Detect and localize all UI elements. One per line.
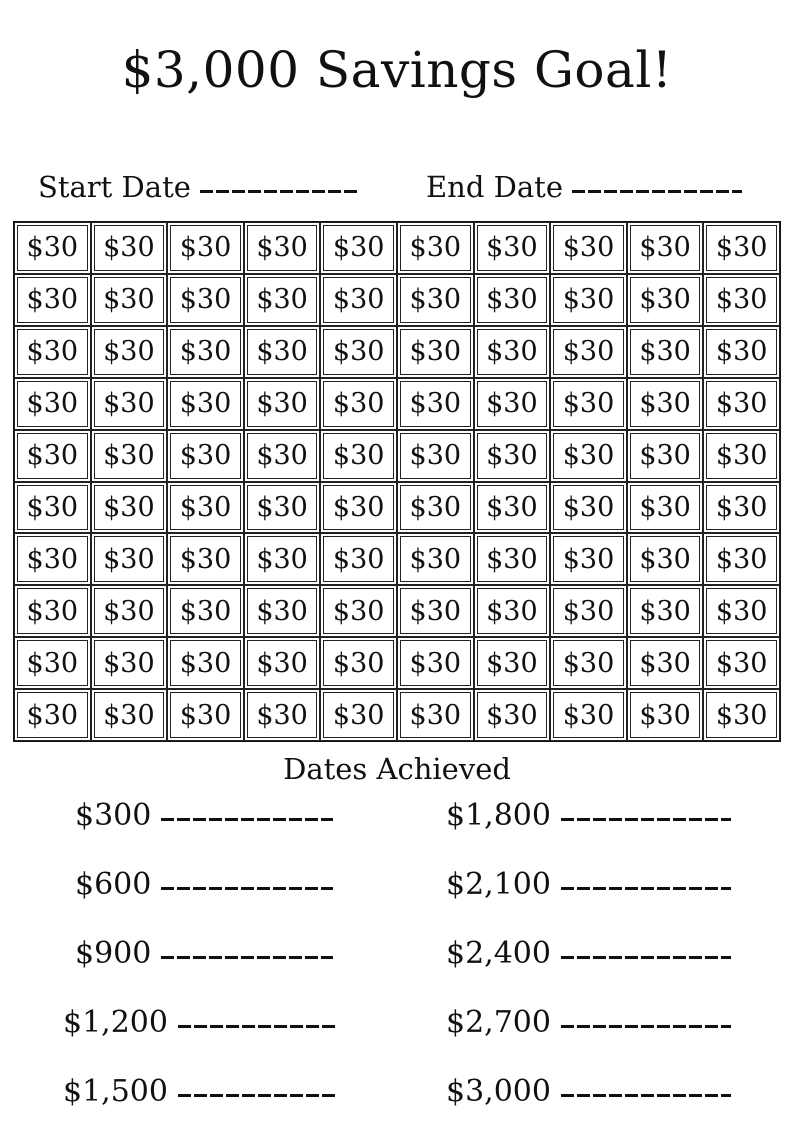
savings-cell[interactable]: $30 — [550, 533, 627, 585]
savings-cell[interactable]: $30 — [627, 637, 704, 689]
milestone-amount: $600 — [75, 867, 152, 902]
milestone-blank-line[interactable] — [161, 887, 333, 890]
savings-cell[interactable]: $30 — [244, 326, 321, 378]
savings-cell[interactable]: $30 — [167, 222, 244, 274]
savings-cell[interactable]: $30 — [244, 430, 321, 482]
savings-cell[interactable]: $30 — [703, 637, 780, 689]
savings-cell[interactable]: $30 — [244, 274, 321, 326]
savings-cell[interactable]: $30 — [320, 222, 397, 274]
savings-cell[interactable]: $30 — [474, 585, 551, 637]
savings-cell[interactable]: $30 — [397, 637, 474, 689]
savings-cell[interactable]: $30 — [397, 689, 474, 741]
savings-cell[interactable]: $30 — [627, 326, 704, 378]
savings-cell[interactable]: $30 — [703, 222, 780, 274]
milestone-blank-line[interactable] — [561, 1025, 731, 1028]
savings-cell[interactable]: $30 — [627, 689, 704, 741]
savings-cell[interactable]: $30 — [167, 689, 244, 741]
savings-cell[interactable]: $30 — [397, 222, 474, 274]
milestone-amount: $2,100 — [446, 867, 551, 902]
milestone-blank-line[interactable] — [561, 818, 731, 821]
savings-cell[interactable]: $30 — [550, 585, 627, 637]
milestone-item[interactable] — [75, 933, 333, 975]
savings-cell[interactable]: $30 — [474, 482, 551, 534]
savings-cell[interactable]: $30 — [397, 533, 474, 585]
milestone-amount: $1,800 — [446, 798, 551, 833]
savings-cell[interactable]: $30 — [397, 378, 474, 430]
end-date-blank-line[interactable] — [572, 190, 742, 193]
milestone-amount: $2,400 — [446, 936, 551, 971]
end-date-field[interactable] — [426, 168, 742, 206]
milestone-amount: $900 — [75, 936, 152, 971]
savings-cell[interactable]: $30 — [627, 533, 704, 585]
savings-cell[interactable]: $30 — [474, 378, 551, 430]
savings-cell[interactable]: $30 — [91, 274, 168, 326]
savings-cell[interactable]: $30 — [474, 637, 551, 689]
savings-cell[interactable]: $30 — [474, 274, 551, 326]
start-date-label: Start Date — [38, 170, 191, 204]
savings-cell[interactable]: $30 — [320, 533, 397, 585]
savings-cell[interactable]: $30 — [244, 689, 321, 741]
milestone-item[interactable] — [63, 1002, 336, 1044]
savings-cell[interactable]: $30 — [550, 222, 627, 274]
savings-cell[interactable]: $30 — [550, 430, 627, 482]
milestone-amount: $1,200 — [63, 1005, 168, 1040]
savings-cell[interactable]: $30 — [627, 482, 704, 534]
savings-cell[interactable]: $30 — [14, 274, 91, 326]
savings-cell[interactable]: $30 — [14, 585, 91, 637]
savings-cell[interactable]: $30 — [91, 533, 168, 585]
milestone-amount: $300 — [75, 798, 152, 833]
milestone-item[interactable] — [446, 933, 731, 975]
savings-cell[interactable]: $30 — [397, 274, 474, 326]
savings-cell[interactable]: $30 — [703, 274, 780, 326]
savings-cell[interactable]: $30 — [91, 430, 168, 482]
savings-cell[interactable]: $30 — [91, 637, 168, 689]
savings-cell[interactable]: $30 — [627, 585, 704, 637]
savings-cell[interactable]: $30 — [320, 274, 397, 326]
start-date-field[interactable] — [38, 168, 360, 206]
savings-cell[interactable]: $30 — [703, 378, 780, 430]
milestone-blank-line[interactable] — [561, 956, 731, 959]
end-date-label: End Date — [426, 170, 563, 204]
savings-cell[interactable]: $30 — [14, 326, 91, 378]
savings-cell[interactable]: $30 — [14, 378, 91, 430]
milestone-item[interactable] — [75, 864, 333, 906]
milestone-blank-line[interactable] — [561, 1094, 731, 1097]
milestone-item[interactable] — [446, 864, 731, 906]
savings-cell[interactable]: $30 — [703, 430, 780, 482]
savings-cell[interactable]: $30 — [244, 533, 321, 585]
savings-cell[interactable]: $30 — [167, 637, 244, 689]
savings-cell[interactable]: $30 — [474, 689, 551, 741]
savings-cell[interactable]: $30 — [167, 274, 244, 326]
savings-cell[interactable]: $30 — [167, 378, 244, 430]
savings-cell[interactable]: $30 — [167, 585, 244, 637]
savings-cell[interactable]: $30 — [14, 222, 91, 274]
milestone-blank-line[interactable] — [161, 818, 333, 821]
savings-cell[interactable]: $30 — [167, 326, 244, 378]
savings-cell[interactable]: $30 — [627, 430, 704, 482]
savings-cell[interactable]: $30 — [474, 222, 551, 274]
milestone-item[interactable] — [446, 795, 731, 837]
savings-cell[interactable]: $30 — [320, 430, 397, 482]
savings-cell[interactable]: $30 — [550, 326, 627, 378]
savings-cell[interactable]: $30 — [91, 326, 168, 378]
dates-achieved-heading: Dates Achieved — [283, 752, 511, 786]
savings-cell[interactable]: $30 — [550, 378, 627, 430]
milestone-item[interactable] — [446, 1002, 731, 1044]
milestone-blank-line[interactable] — [178, 1094, 336, 1097]
savings-cell[interactable]: $30 — [244, 378, 321, 430]
savings-cell[interactable]: $30 — [14, 482, 91, 534]
start-date-blank-line[interactable] — [200, 190, 360, 193]
savings-cell[interactable]: $30 — [320, 689, 397, 741]
milestone-item[interactable] — [63, 1071, 336, 1113]
savings-cell[interactable]: $30 — [244, 637, 321, 689]
savings-cell[interactable]: $30 — [167, 482, 244, 534]
savings-cell[interactable]: $30 — [397, 326, 474, 378]
savings-cell[interactable]: $30 — [627, 222, 704, 274]
savings-cell[interactable]: $30 — [397, 585, 474, 637]
savings-cell[interactable]: $30 — [550, 689, 627, 741]
savings-cell[interactable]: $30 — [397, 430, 474, 482]
savings-cell[interactable]: $30 — [474, 326, 551, 378]
milestone-blank-line[interactable] — [178, 1025, 336, 1028]
savings-cell[interactable]: $30 — [703, 326, 780, 378]
savings-cell[interactable]: $30 — [627, 274, 704, 326]
savings-cell[interactable]: $30 — [550, 274, 627, 326]
savings-cell[interactable]: $30 — [703, 533, 780, 585]
savings-cell[interactable]: $30 — [244, 482, 321, 534]
savings-cell[interactable]: $30 — [244, 585, 321, 637]
savings-cell[interactable]: $30 — [320, 326, 397, 378]
savings-cell[interactable]: $30 — [14, 689, 91, 741]
savings-cell[interactable]: $30 — [244, 222, 321, 274]
milestone-amount: $3,000 — [446, 1074, 551, 1109]
milestone-amount: $1,500 — [63, 1074, 168, 1109]
page-title: $3,000 Savings Goal! — [121, 41, 673, 99]
savings-cell[interactable]: $30 — [167, 430, 244, 482]
savings-cell[interactable]: $30 — [474, 430, 551, 482]
savings-cell[interactable]: $30 — [397, 482, 474, 534]
savings-cell[interactable]: $30 — [320, 482, 397, 534]
milestone-item[interactable] — [446, 1071, 731, 1113]
savings-cell[interactable]: $30 — [91, 689, 168, 741]
savings-cell[interactable]: $30 — [91, 585, 168, 637]
savings-cell[interactable]: $30 — [14, 430, 91, 482]
savings-cell[interactable]: $30 — [14, 637, 91, 689]
savings-cell[interactable]: $30 — [703, 482, 780, 534]
savings-cell[interactable]: $30 — [91, 222, 168, 274]
savings-cell[interactable]: $30 — [320, 585, 397, 637]
milestone-amount: $2,700 — [446, 1005, 551, 1040]
savings-cell[interactable]: $30 — [703, 585, 780, 637]
savings-cell[interactable]: $30 — [320, 378, 397, 430]
savings-cell[interactable]: $30 — [474, 533, 551, 585]
milestone-item[interactable] — [75, 795, 333, 837]
savings-cell[interactable]: $30 — [320, 637, 397, 689]
savings-tracker-grid — [13, 221, 781, 742]
savings-cell[interactable]: $30 — [703, 689, 780, 741]
savings-cell[interactable]: $30 — [91, 378, 168, 430]
milestone-blank-line[interactable] — [161, 956, 333, 959]
savings-cell[interactable]: $30 — [14, 533, 91, 585]
savings-cell[interactable]: $30 — [627, 378, 704, 430]
savings-cell[interactable]: $30 — [550, 637, 627, 689]
milestone-blank-line[interactable] — [561, 887, 731, 890]
savings-cell[interactable]: $30 — [167, 533, 244, 585]
savings-cell[interactable]: $30 — [91, 482, 168, 534]
savings-cell[interactable]: $30 — [550, 482, 627, 534]
